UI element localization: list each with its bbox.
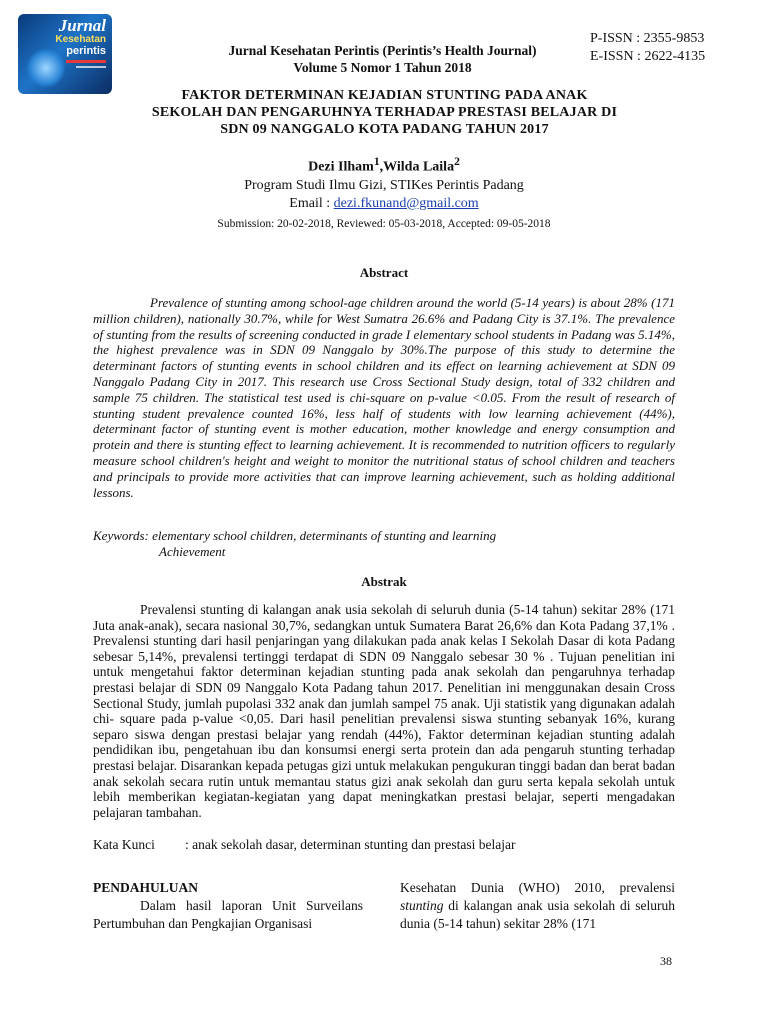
logo-text-perintis: perintis	[66, 45, 106, 57]
affiliation: Program Studi Ilmu Gizi, STIKes Perintis Padang	[244, 177, 524, 193]
print-issn: P-ISSN : 2355-9853	[590, 31, 705, 46]
intro-heading: PENDAHULUAN	[93, 880, 199, 895]
journal-header	[190, 42, 575, 76]
kata-kunci-label: Kata Kunci	[93, 837, 155, 852]
keywords-line-2: Achievement	[159, 544, 226, 559]
abstrak-text: Prevalensi stunting di kalangan anak usia sekolah di seluruh dunia (5-14 tahun) sekitar 28% (171 Juta anak-anak), secara nasional 30,7%, sedangkan untuk Sumatera Barat 26,6% dan Kota Padang 37,1% . Prevalensi stunting dari hasil penjaringan yang dilakukan pada anak kelas I Sekolah Dasar di kota Padang sebesar 5,14%, prevalensi tertinggi terdapat di SDN 09 Nanggalo sebesar 30 % . Tujuan penelitian ini untuk mengetahui faktor determinan kejadian stunting pada anak sekolah dan pengaruhnya terhadap prestasi belajar di SDN 09 Nanggalo Kota Padang tahun 2017. Penelitian ini menggunakan desain Cross Sectional Study, jumlah pupolasi 332 anak dan jumlah sampel 75 anak. Uji statistik yang digunakan adalah chi- square pada p-value <0,05. Dari hasil penelitian prevalensi siswa stunting sebanyak 16%, kurang separo siswa dengan prestasi belajar yang rendah (44%), Faktor determinan kejadian stunting adalah pendidikan ibu, pengetahuan ibu dan konsumsi energi serta protein dan ada pengaruh stunting terhadap prestasi belajar. Disarankan kepada petugas gizi untuk melakukan pengukuran tinggi badan dan berat badan anak sekolah secara rutin untuk memantau status gizi anak sekolah dan guru serta kepala sekolah untuk lebih memberikan kegiatan-kegiatan yang dapat meningkatkan prestasi belajar, seperti mengadakan pelajaran tambahan.	[93, 602, 675, 820]
kata-kunci-value: : anak sekolah dasar, determinan stunting dan prestasi belajar	[185, 837, 516, 852]
intro-right-text-post: di kalangan anak usia sekolah di seluruh dunia (5-14 tahun) sekitar 28% (171	[400, 898, 675, 931]
title-line-3: SDN 09 NANGGALO KOTA PADANG TAHUN 2017	[220, 122, 549, 137]
email-link[interactable]: dezi.fkunand@gmail.com	[333, 195, 479, 211]
author-1-affiliation-mark: 1	[373, 155, 380, 168]
electronic-issn: E-ISSN : 2622-4135	[590, 49, 706, 64]
intro-left-column	[93, 879, 363, 933]
abstract-text: Prevalence of stunting among school-age children around the world (5-14 years) is about 28% (171 million children), nationally 30.7%, while for West Sumatra 26.6% and Padang City is 37.1%. The prevalence of stunting from the results of screening conducted in grade I elementary school students in Padang was 5.14%, the highest prevalence was in SDN 09 Nanggalo by 30%.The purpose of this study to determine the determinant factors of stunting events in school children and its effect on learning achievement at SDN 09 Nanggalo Padang City in 2017. This research use Cross Sectional Study design, total of 332 children and sample 75 children. The statistical test used is chi-square on p-value <0.05. From the result of research of stunting student prevalence counted 16%, less half of students with low learning achievement (44%), determinant factor of stunting event is mother education, mother knowledge and energy consumption and protein and there is stunting effect to learning achievement. It is recommended to nutrition officers to regularly measure school children's height and weight to monitor the nutritional status of school children and teachers and principals to provide more activities that can improve learning achievement, such as holding additional lessons.	[93, 295, 675, 500]
journal-name: Jurnal Kesehatan Perintis (Perintis’s Health Journal)	[228, 43, 537, 58]
author-names	[150, 153, 618, 177]
logo-text-kesehatan: Kesehatan	[55, 34, 106, 45]
author-2-affiliation-mark: 2	[454, 155, 460, 168]
logo-red-bar	[66, 60, 106, 63]
paper-title	[112, 87, 657, 138]
submission-dates: Submission: 20-02-2018, Reviewed: 05-03-2018, Accepted: 09-05-2018	[217, 218, 551, 230]
journal-logo	[18, 14, 112, 94]
journal-volume: Volume 5 Nomor 1 Tahun 2018	[293, 60, 472, 75]
abstract-keywords	[93, 528, 675, 560]
author-2: Wilda Laila	[383, 159, 455, 175]
author-block	[150, 153, 618, 213]
kata-kunci	[93, 837, 675, 853]
title-line-1: FAKTOR DETERMINAN KEJADIAN STUNTING PADA ANAK	[181, 88, 588, 103]
email-line	[150, 195, 618, 213]
intro-right-text-pre: Kesehatan Dunia (WHO) 2010, prevalensi	[400, 880, 675, 895]
keywords-line-1: Keywords: elementary school children, determinants of stunting and learning	[93, 528, 497, 543]
logo-text-jurnal: Jurnal	[58, 16, 106, 35]
issn-block	[590, 30, 705, 66]
abstract-heading: Abstract	[359, 265, 409, 280]
title-line-2: SEKOLAH DAN PENGARUHNYA TERHADAP PRESTASI BELAJAR DI	[151, 105, 618, 120]
logo-globe-graphic	[26, 48, 66, 88]
abstrak-heading: Abstrak	[361, 574, 407, 589]
intro-left-text: Dalam hasil laporan Unit Surveilans Pertumbuhan dan Pengkajian Organisasi	[93, 898, 363, 931]
logo-white-bar	[76, 66, 106, 68]
author-separator: ,	[379, 159, 384, 175]
intro-right-column	[400, 879, 675, 933]
email-label: Email :	[289, 195, 334, 211]
author-1: Dezi Ilham	[308, 159, 374, 175]
intro-right-italic: stunting	[400, 898, 444, 913]
page-number: 38	[660, 954, 672, 968]
